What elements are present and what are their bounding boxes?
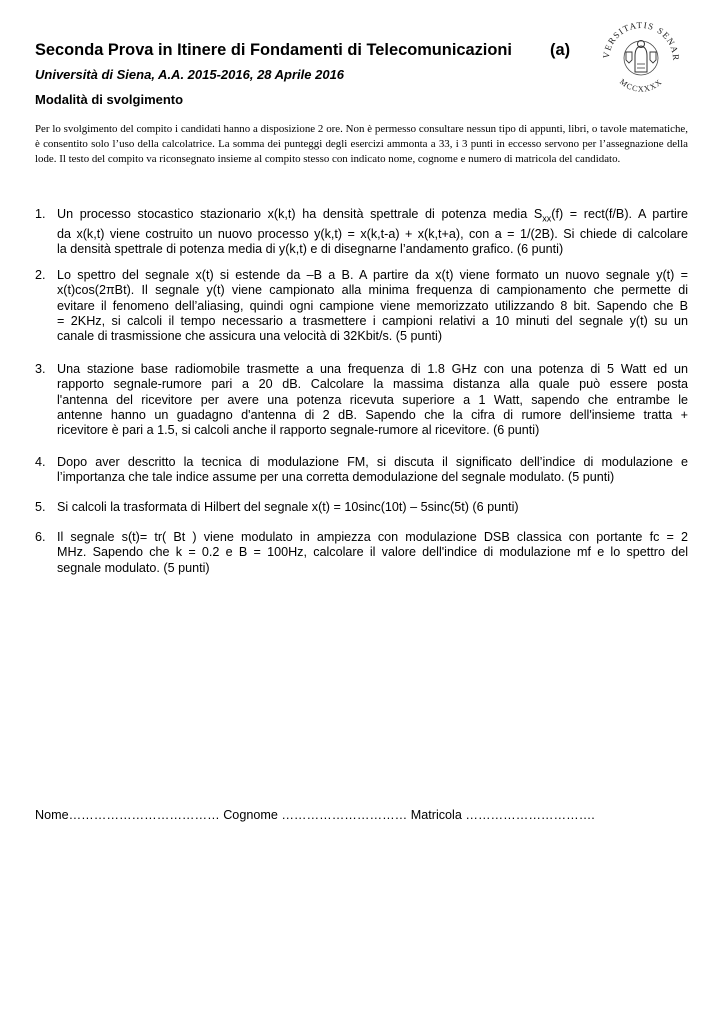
question-line: Si calcoli la trasformata di Hilbert del segnale x(t) = 10sinc(10t) – 5sinc(5t) (6 punti) — [57, 500, 519, 514]
question-2 — [35, 268, 688, 344]
question-line: x(t)cos(2πBt). Il segnale y(t) viene campionato alla minima frequenza di campionamento che permette di — [57, 283, 688, 298]
university-seal-icon — [599, 14, 683, 98]
exam-subtitle: Università di Siena, A.A. 2015-2016, 28 Aprile 2016 — [35, 67, 345, 82]
seal-text-top: VERSITATIS SENAR — [600, 19, 682, 62]
question-line: la densità spettrale di potenza media di y(k,t) e di disegnarne l’andamento grafico. (6 punti) — [57, 242, 564, 257]
question-4 — [35, 455, 688, 486]
instructions-paragraph — [35, 122, 688, 167]
question-number: 4. — [35, 455, 46, 469]
question-number: 6. — [35, 530, 46, 544]
svg-text:MCCXXXX — [618, 77, 664, 93]
instructions-line: Per lo svolgimento del compito i candidati hanno a disposizione 2 ore. Non è permesso consultare nessun tipo di appunti, libri, o — [35, 123, 598, 135]
subscript: xx — [542, 213, 552, 224]
question-line: Una stazione base radiomobile trasmette a una frequenza di 1.8 GHz con una potenza di 5 Watt ed un — [57, 362, 688, 376]
question-line: Il segnale s(t)= tr( Bt ) viene modulato in ampiezza con modulazione DSB classica con portante fc = 2 — [57, 530, 688, 544]
question-line: = 2KHz, si calcoli il tempo necessario a trasmettere i campioni relativi a 10 minuti del segnale y(t) su un — [57, 313, 688, 328]
question-number: 3. — [35, 362, 46, 376]
question-line: da x(k,t) viene costruito un nuovo processo y(k,t) = x(k,t-a) + x(k,t+a), con a = 1/(2B). Si chiede di calcolare — [57, 226, 688, 241]
instructions-line: tavole matematiche, è consentito solo l’uso della calcolatrice. La somma dei punteggi degli esercizi ammonta a 33, i 3 punti in — [35, 123, 688, 150]
student-info-line: Nome……………………………… Cognome ………………………… Matricola …………………………. — [35, 808, 595, 822]
question-number: 5. — [35, 500, 46, 514]
section-title: Modalità di svolgimento — [35, 92, 184, 107]
question-line: Un processo stocastico stazionario x(k,t) ha densità spettrale di potenza media $S_{xx}(f)$ = rect(f/B). A partire — [57, 207, 688, 224]
question-number: 2. — [35, 268, 46, 282]
exam-title-text: Seconda Prova in Itinere di Fondamenti di Telecomunicazioni — [35, 41, 512, 59]
question-line: l'antenna del ricevitore per avere una potenza ricevuta superiore a 1 Watt, sapendo che entrambe le — [57, 392, 688, 407]
exam-title — [35, 41, 595, 60]
question-3 — [35, 362, 688, 438]
question-line: rapporto segnale-rumore pari a 20 dB. Calcolare la massima distanza alla quale può essere posta — [57, 377, 688, 392]
question-line: ricevitore è pari a 1.5, si calcoli anche il rapporto segnale-rumore al ricevitore. (6 punti) — [57, 423, 540, 438]
exam-variant: (a) — [550, 41, 571, 59]
seal-text-bottom: MCCXXXX — [617, 77, 664, 94]
question-line: Dopo aver descritto la tecnica di modulazione FM, si discuta il significato dell’indice di modulazione e — [57, 455, 688, 469]
instructions-line: cognome e numero di matricola del candidato. — [417, 153, 621, 165]
question-line: MHz. Sapendo che k = 0.2 e B = 100Hz, calcolare il valore dell'indice di modulazione mf e lo spettro del — [57, 545, 688, 560]
question-line: antenne hanno un guadagno d'antenna di 2 dB. Sapendo che la cifra di rumore dell'insieme tratta + — [57, 407, 688, 422]
question-line: l’importanza che tale indice assume per una corretta demodulazione del segnale modulato. (5 punti) — [57, 470, 615, 485]
question-line: segnale modulato. (5 punti) — [57, 560, 210, 575]
question-line: evitare il fenomeno dell’aliasing, quindi ogni campione viene memorizzato utilizzando 8 bit. Sapendo che B — [57, 298, 688, 313]
question-5 — [35, 500, 688, 515]
svg-text:UNIVERSITATIS SENARUM — [599, 14, 681, 62]
question-line: Lo spettro del segnale x(t) si estende da –B a B. A partire da x(t) viene formato un nuovo segnale y(t) = — [57, 268, 688, 282]
question-number: 1. — [35, 207, 46, 221]
question-line: canale di trasmissione che assicura una velocità di 32Kbit/s. (5 punti) — [57, 329, 443, 344]
instructions-line: eccesso servono per l’assegnazione della lode. Il testo del compito va riconsegnato insieme al compito stesso con indicato nome, — [35, 138, 688, 165]
question-6 — [35, 530, 688, 576]
question-1 — [35, 207, 688, 257]
